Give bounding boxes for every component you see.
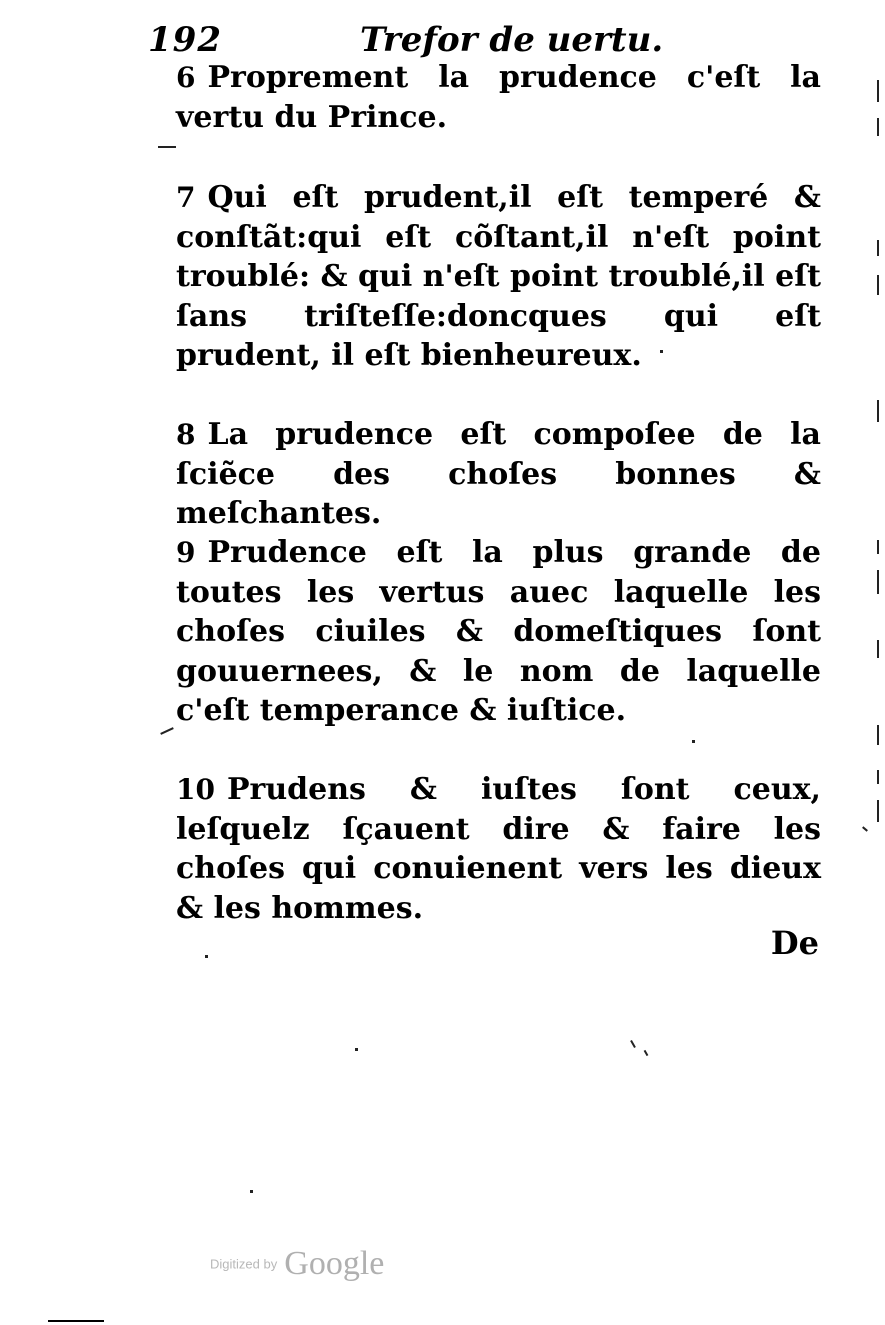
verse-8 xyxy=(176,415,821,534)
bottom-edge-rule xyxy=(48,1320,104,1322)
edge-mark xyxy=(877,800,879,822)
ink-speck xyxy=(630,1040,636,1048)
page-number: 192 xyxy=(148,20,222,60)
edge-mark xyxy=(877,240,879,256)
ink-speck xyxy=(205,955,208,958)
digitized-by-google-watermark xyxy=(210,1245,384,1283)
verse-10 xyxy=(176,770,821,928)
edge-mark xyxy=(877,540,879,554)
verse-number: 6 xyxy=(176,61,196,94)
page-header xyxy=(148,14,828,64)
verse-text: Prudence eſt la plus grande de toutes les vertus auec laquelle les choſes ciuiles & domeſtiques ſont gouuernees, & le nom de laquelle c'eſt temperance & iuſtice. xyxy=(176,535,821,728)
ink-speck xyxy=(660,350,663,353)
ink-speck xyxy=(862,826,868,831)
edge-mark xyxy=(877,770,879,784)
page-edge-marks xyxy=(873,70,885,850)
edge-mark xyxy=(877,570,879,594)
verse-number: 9 xyxy=(176,536,196,569)
ink-speck xyxy=(644,1050,649,1056)
verse-6 xyxy=(176,58,821,137)
edge-mark xyxy=(877,400,879,422)
running-title: Trefor de uertu. xyxy=(360,20,664,60)
edge-mark xyxy=(877,275,879,295)
edge-mark xyxy=(877,118,879,136)
catchword: De xyxy=(770,924,819,962)
ink-speck xyxy=(355,1048,358,1051)
ink-speck xyxy=(692,740,695,743)
verse-7 xyxy=(176,178,821,376)
edge-mark xyxy=(877,80,879,102)
verse-9 xyxy=(176,533,821,731)
edge-mark xyxy=(877,725,879,745)
google-logo-text: Google xyxy=(284,1245,385,1282)
verse-number: 10 xyxy=(176,773,215,806)
verse-text: Prudens & iuſtes ſont ceux, leſquelz ſçauent dire & faire les choſes qui conuienent vers les dieux & les hommes. xyxy=(176,772,821,926)
verse-number: 8 xyxy=(176,418,196,451)
ink-speck xyxy=(160,727,174,735)
edge-mark xyxy=(877,640,879,658)
watermark-prefix: Digitized by xyxy=(210,1256,278,1272)
verse-text: Qui eſt prudent,il eſt temperé & conſtãt:qui eſt cõſtant,il n'eſt point troublé: & qui n'eſt point troublé,il eſt ſans triſteſſe:doncques qui eſt prudent, il eſt bienheureux. xyxy=(176,180,821,373)
verse-text: La prudence eſt compoſee de la ſciẽce des choſes bonnes & meſchantes. xyxy=(176,417,821,531)
ink-speck xyxy=(250,1190,253,1193)
verse-number: 7 xyxy=(176,181,196,214)
verse-text: Proprement la prudence c'eſt la vertu du Prince. xyxy=(176,60,821,135)
ink-speck xyxy=(158,146,176,148)
